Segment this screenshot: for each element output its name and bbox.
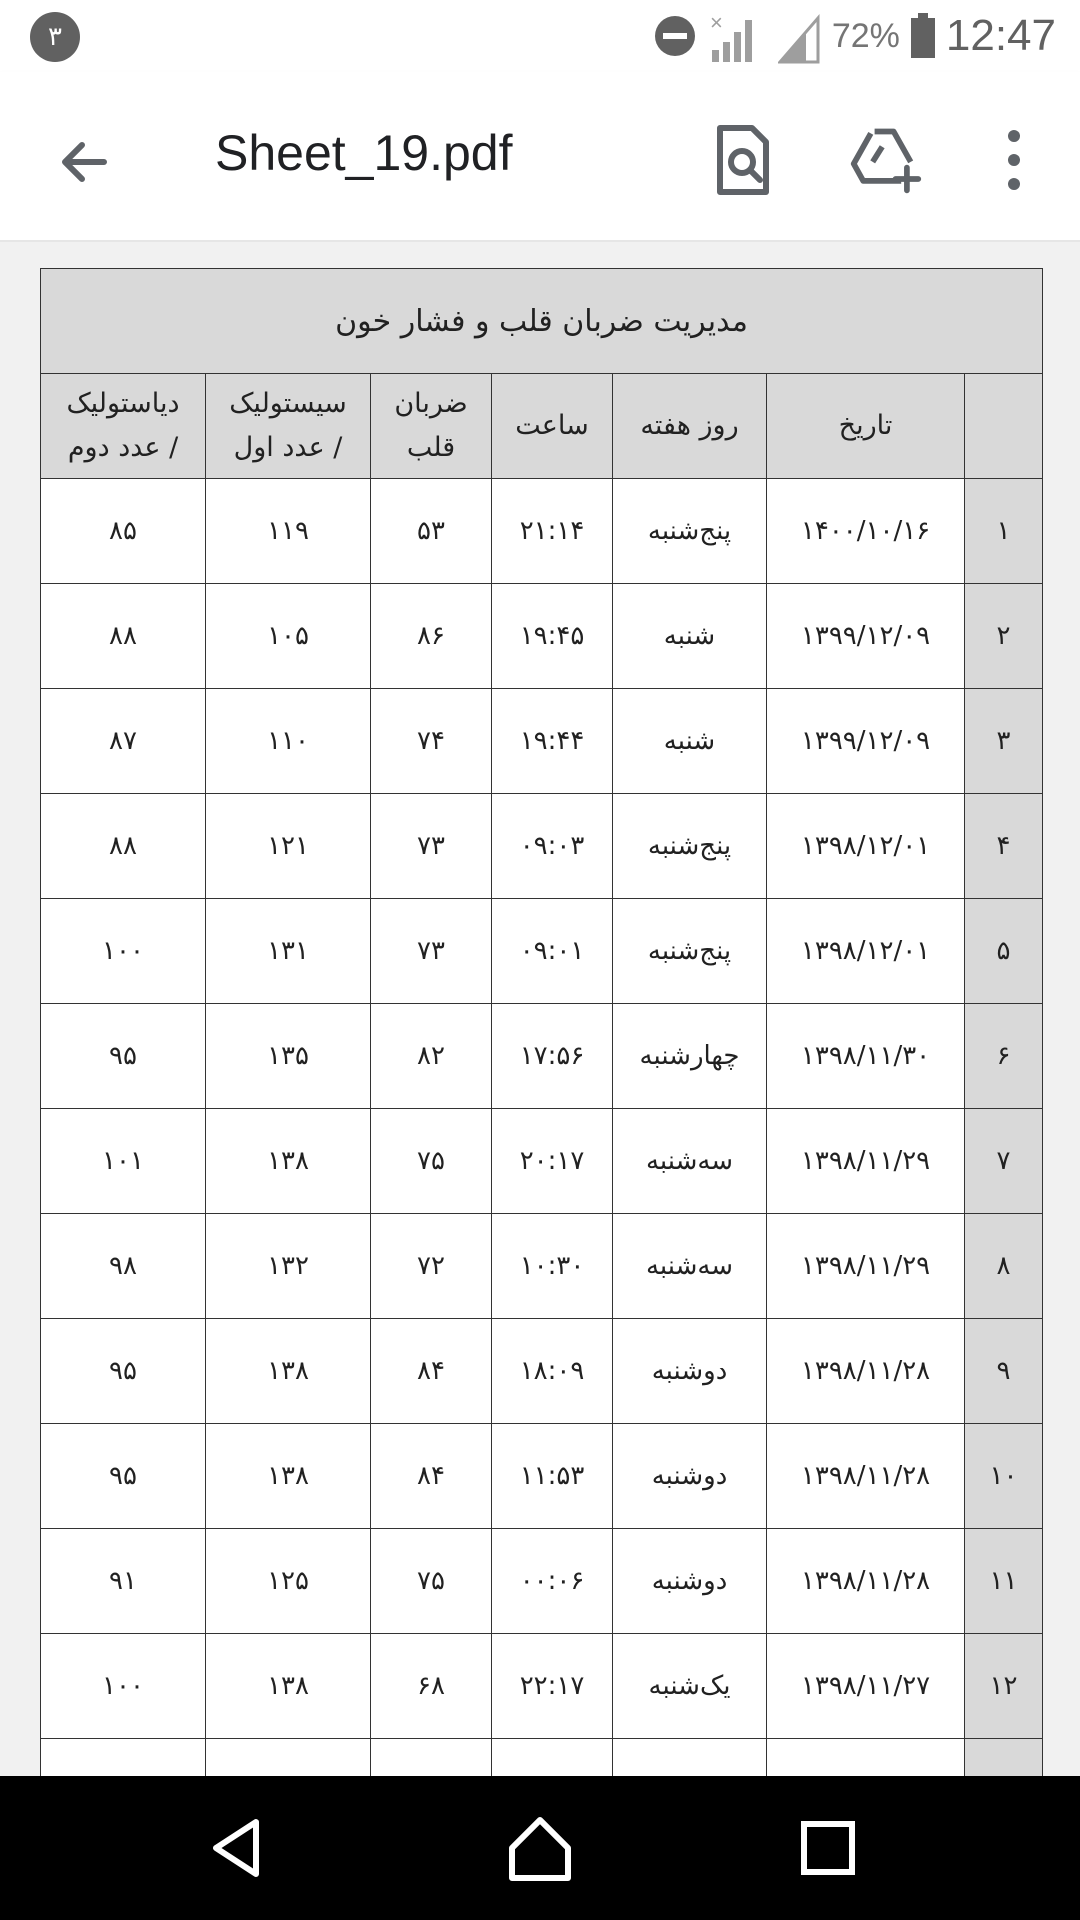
cell-time <box>492 1739 613 1777</box>
cell-weekday: پنج‌شنبه <box>613 479 767 584</box>
cell-date: ۱۳۹۸/۱۱/۲۸ <box>767 1319 965 1424</box>
cell-date: ۱۳۹۸/۱۲/۰۱ <box>767 794 965 899</box>
cell-index: ۶ <box>965 1004 1043 1109</box>
cell-pulse: ۷۵ <box>371 1109 492 1214</box>
cell-systolic <box>206 1739 371 1777</box>
cell-diastolic <box>41 1739 206 1777</box>
header-date: تاریخ <box>767 374 965 479</box>
find-in-document-icon[interactable] <box>706 122 782 198</box>
table-row <box>41 1634 1043 1739</box>
data-table <box>40 268 1043 1776</box>
cell-weekday: پنج‌شنبه <box>613 899 767 1004</box>
cell-pulse: ۸۶ <box>371 584 492 689</box>
back-triangle-icon[interactable] <box>204 1812 276 1884</box>
cell-time: ۱۹:۴۵ <box>492 584 613 689</box>
battery-icon <box>910 13 936 59</box>
cell-time: ۰۹:۰۳ <box>492 794 613 899</box>
back-arrow-icon[interactable] <box>48 126 120 198</box>
table-row <box>41 584 1043 689</box>
cell-systolic: ۱۲۵ <box>206 1529 371 1634</box>
table-row <box>41 1739 1043 1777</box>
cell-time: ۲۰:۱۷ <box>492 1109 613 1214</box>
header-systolic-line1: سیستولیک <box>229 388 347 419</box>
header-systolic-line2: / عدد اول <box>233 432 343 463</box>
table-row <box>41 479 1043 584</box>
cell-weekday: سه‌شنبه <box>613 1109 767 1214</box>
cell-time: ۱۷:۵۶ <box>492 1004 613 1109</box>
cell-systolic: ۱۰۵ <box>206 584 371 689</box>
table-row <box>41 1214 1043 1319</box>
cell-diastolic: ۹۱ <box>41 1529 206 1634</box>
cell-time: ۱۸:۰۹ <box>492 1319 613 1424</box>
cell-pulse: ۷۳ <box>371 794 492 899</box>
header-systolic <box>206 374 371 479</box>
cell-weekday: چهارشنبه <box>613 1004 767 1109</box>
cell-pulse: ۷۴ <box>371 689 492 794</box>
cell-pulse: ۶۸ <box>371 1634 492 1739</box>
cell-index: ۸ <box>965 1214 1043 1319</box>
cell-time: ۱۹:۴۴ <box>492 689 613 794</box>
cell-pulse: ۷۵ <box>371 1529 492 1634</box>
cell-systolic: ۱۱۹ <box>206 479 371 584</box>
cell-pulse: ۵۳ <box>371 479 492 584</box>
cell-systolic: ۱۳۲ <box>206 1214 371 1319</box>
cell-pulse: ۸۴ <box>371 1319 492 1424</box>
cell-weekday: شنبه <box>613 584 767 689</box>
pdf-page <box>40 268 1042 1776</box>
home-icon[interactable] <box>504 1812 576 1884</box>
cell-index: ۲ <box>965 584 1043 689</box>
cell-diastolic: ۹۵ <box>41 1004 206 1109</box>
cell-pulse: ۸۴ <box>371 1424 492 1529</box>
cell-date: ۱۳۹۸/۱۱/۲۸ <box>767 1529 965 1634</box>
cell-index: ۴ <box>965 794 1043 899</box>
table-row <box>41 1004 1043 1109</box>
cell-weekday: پنج‌شنبه <box>613 794 767 899</box>
cell-systolic: ۱۳۸ <box>206 1424 371 1529</box>
cell-date: ۱۳۹۸/۱۱/۲۸ <box>767 1424 965 1529</box>
signal-no-data-icon <box>708 8 768 64</box>
table-row <box>41 1424 1043 1529</box>
header-pulse-line2: قلب <box>406 432 456 463</box>
cell-time: ۲۱:۱۴ <box>492 479 613 584</box>
cell-systolic: ۱۳۸ <box>206 1319 371 1424</box>
cell-index: ۱۰ <box>965 1424 1043 1529</box>
cell-pulse <box>371 1739 492 1777</box>
cell-diastolic: ۹۵ <box>41 1319 206 1424</box>
cell-systolic: ۱۳۵ <box>206 1004 371 1109</box>
cell-systolic: ۱۲۱ <box>206 794 371 899</box>
add-to-drive-icon[interactable] <box>848 122 924 198</box>
notification-badge: ۳ <box>30 12 80 62</box>
cell-diastolic: ۸۸ <box>41 794 206 899</box>
cell-index: ۹ <box>965 1319 1043 1424</box>
cell-index: ۷ <box>965 1109 1043 1214</box>
cell-date: ۱۳۹۸/۱۲/۰۱ <box>767 899 965 1004</box>
table-header-row <box>41 374 1043 479</box>
cell-weekday: شنبه <box>613 689 767 794</box>
table-row <box>41 794 1043 899</box>
more-vert-icon[interactable] <box>976 122 1052 198</box>
header-time: ساعت <box>492 374 613 479</box>
header-pulse-line1: ضربان <box>394 388 468 419</box>
table-row <box>41 1109 1043 1214</box>
cell-weekday: دوشنبه <box>613 1424 767 1529</box>
table-row <box>41 1529 1043 1634</box>
cell-index <box>965 1739 1043 1777</box>
cell-time: ۱۱:۵۳ <box>492 1424 613 1529</box>
header-weekday: روز هفته <box>613 374 767 479</box>
cell-systolic: ۱۱۰ <box>206 689 371 794</box>
cell-diastolic: ۸۵ <box>41 479 206 584</box>
cell-diastolic: ۸۷ <box>41 689 206 794</box>
table-row <box>41 1319 1043 1424</box>
cell-time: ۲۲:۱۷ <box>492 1634 613 1739</box>
header-index <box>965 374 1043 479</box>
header-pulse <box>371 374 492 479</box>
status-bar <box>0 0 1080 72</box>
cell-date <box>767 1739 965 1777</box>
app-bar <box>0 72 1080 242</box>
cell-date: ۱۳۹۸/۱۱/۳۰ <box>767 1004 965 1109</box>
cell-diastolic: ۱۰۰ <box>41 899 206 1004</box>
cell-date: ۱۳۹۹/۱۲/۰۹ <box>767 689 965 794</box>
cell-weekday: یک‌شنبه <box>613 1634 767 1739</box>
cell-pulse: ۷۲ <box>371 1214 492 1319</box>
cell-pulse: ۸۲ <box>371 1004 492 1109</box>
cell-index: ۱ <box>965 479 1043 584</box>
cell-index: ۱۱ <box>965 1529 1043 1634</box>
cell-date: ۱۳۹۸/۱۱/۲۷ <box>767 1634 965 1739</box>
cell-pulse: ۷۳ <box>371 899 492 1004</box>
header-diastolic <box>41 374 206 479</box>
cell-date: ۱۳۹۹/۱۲/۰۹ <box>767 584 965 689</box>
clock: 12:47 <box>945 11 1056 60</box>
cell-index: ۱۲ <box>965 1634 1043 1739</box>
cell-weekday: سه‌شنبه <box>613 1214 767 1319</box>
cell-time: ۰۰:۰۶ <box>492 1529 613 1634</box>
cell-index: ۵ <box>965 899 1043 1004</box>
cell-diastolic: ۹۵ <box>41 1424 206 1529</box>
status-indicators <box>652 8 1056 64</box>
cell-systolic: ۱۳۱ <box>206 899 371 1004</box>
table-title: مدیریت ضربان قلب و فشار خون <box>41 269 1043 374</box>
cell-weekday: دوشنبه <box>613 1319 767 1424</box>
cell-date: ۱۳۹۸/۱۱/۲۹ <box>767 1109 965 1214</box>
cell-diastolic: ۹۸ <box>41 1214 206 1319</box>
table-row <box>41 899 1043 1004</box>
header-diastolic-line1: دیاستولیک <box>66 388 180 419</box>
do-not-disturb-icon <box>652 13 698 59</box>
cell-weekday <box>613 1739 767 1777</box>
cell-time: ۰۹:۰۱ <box>492 899 613 1004</box>
cell-diastolic: ۱۰۰ <box>41 1634 206 1739</box>
table-row <box>41 689 1043 794</box>
cell-index: ۳ <box>965 689 1043 794</box>
pdf-viewer[interactable] <box>0 242 1080 1776</box>
cell-time: ۱۰:۳۰ <box>492 1214 613 1319</box>
cell-diastolic: ۱۰۱ <box>41 1109 206 1214</box>
cell-diastolic: ۸۸ <box>41 584 206 689</box>
cell-systolic: ۱۳۸ <box>206 1109 371 1214</box>
cell-weekday: دوشنبه <box>613 1529 767 1634</box>
document-title: Sheet_19.pdf <box>215 125 513 181</box>
svg-text:×: × <box>709 10 723 35</box>
cell-date: ۱۳۹۸/۱۱/۲۹ <box>767 1214 965 1319</box>
cell-systolic: ۱۳۸ <box>206 1634 371 1739</box>
recents-icon[interactable] <box>792 1812 864 1884</box>
battery-percentage: 72% <box>831 16 900 55</box>
cell-date: ۱۴۰۰/۱۰/۱۶ <box>767 479 965 584</box>
header-diastolic-line2: / عدد دوم <box>67 432 179 463</box>
signal-strength-icon <box>778 8 822 64</box>
navigation-bar <box>0 1776 1080 1920</box>
